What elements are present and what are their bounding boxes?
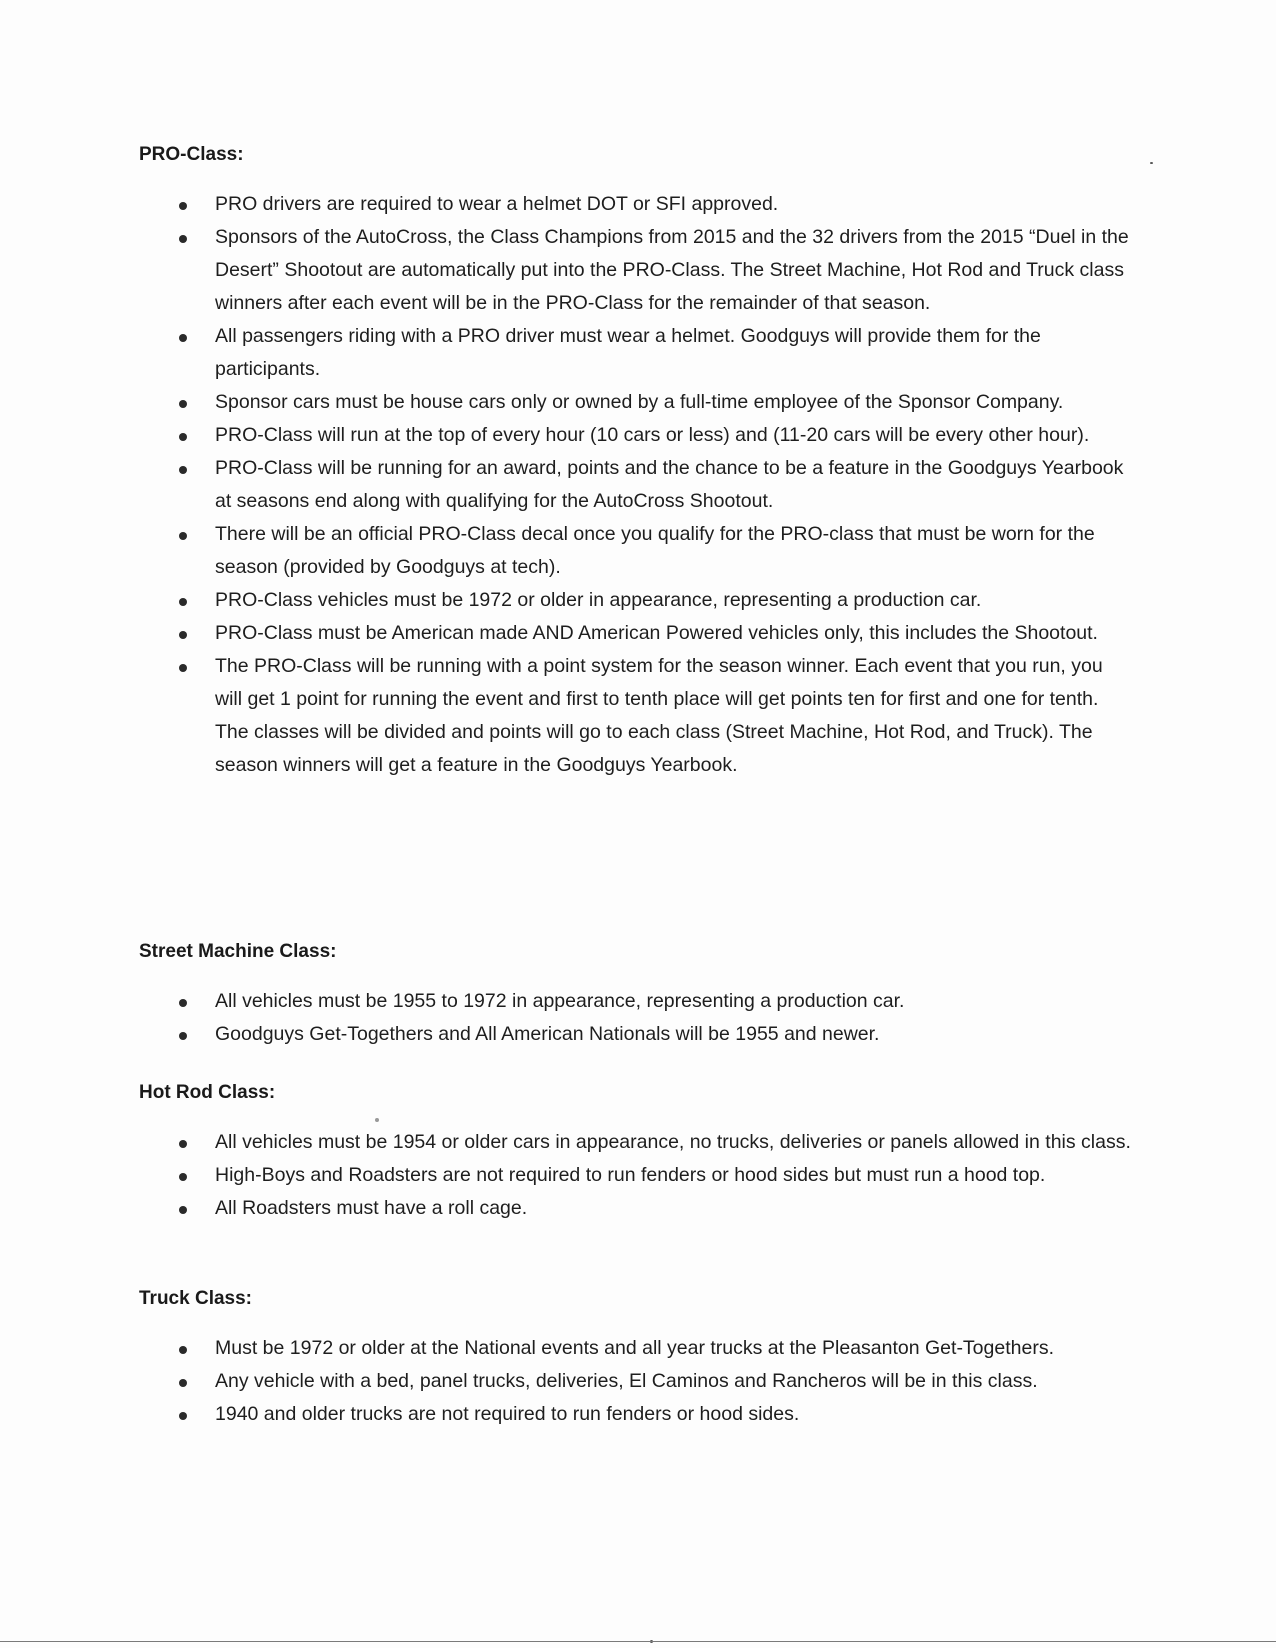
list-item — [139, 617, 1134, 650]
rule-list — [139, 188, 1134, 782]
rule-text: PRO-Class will run at the top of every hour (10 cars or less) and (11-20 cars will be every other hour). — [215, 424, 1090, 446]
rule-text: 1940 and older trucks are not required to run fenders or hood sides. — [215, 1403, 800, 1425]
list-item — [139, 650, 1134, 782]
rule-text: Any vehicle with a bed, panel trucks, deliveries, El Caminos and Rancheros will be in this class. — [215, 1370, 1038, 1392]
list-item — [139, 419, 1134, 452]
rule-text: Must be 1972 or older at the National events and all year trucks at the Pleasanton Get-Togethers. — [215, 1337, 1054, 1359]
bullet-icon — [179, 631, 187, 639]
bullet-icon — [179, 664, 187, 672]
section-truck-class — [139, 1287, 1139, 1431]
list-item — [139, 518, 1134, 584]
section-hot-rod-class — [139, 1081, 1139, 1225]
list-item — [139, 584, 1134, 617]
section-heading: PRO-Class: — [139, 144, 244, 165]
rule-text: Sponsors of the AutoCross, the Class Champions from 2015 and the 32 drivers from the 2015 “Duel in the Desert” Shootout are automatically put into the PRO-Class. The Street Machine, Hot Rod and Truck class winners after each event will be in the PRO-Class for the remainder of that season. — [215, 226, 1129, 314]
list-item — [139, 1398, 1089, 1431]
bullet-icon — [179, 1206, 187, 1214]
scan-speck — [375, 1118, 379, 1122]
rule-text: High-Boys and Roadsters are not required to run fenders or hood sides but must run a hood top. — [215, 1164, 1046, 1186]
rule-text: All passengers riding with a PRO driver must wear a helmet. Goodguys will provide them for the participants. — [215, 325, 1041, 380]
rule-text: Goodguys Get-Togethers and All American Nationals will be 1955 and newer. — [215, 1023, 880, 1045]
bullet-icon — [179, 1032, 187, 1040]
bullet-icon — [179, 334, 187, 342]
list-item — [139, 1159, 1139, 1192]
rule-text: Sponsor cars must be house cars only or owned by a full-time employee of the Sponsor Company. — [215, 391, 1064, 413]
bullet-icon — [179, 999, 187, 1007]
section-heading: Hot Rod Class: — [139, 1082, 276, 1103]
rule-list — [139, 1332, 1089, 1431]
rule-text: The PRO-Class will be running with a point system for the season winner. Each event that you run, you will get 1 point for running the event and first to tenth place will get points ten for first and one for tenth. The classes will be divided and points will go to each class (Street Machine, Hot Rod, and Truck). The season winners will get a feature in the Goodguys Yearbook. — [215, 655, 1103, 776]
rule-text: PRO-Class vehicles must be 1972 or older in appearance, representing a production car. — [215, 589, 982, 611]
bullet-icon — [179, 235, 187, 243]
bullet-icon — [179, 1140, 187, 1148]
bullet-icon — [179, 1379, 187, 1387]
bullet-icon — [179, 202, 187, 210]
bullet-icon — [179, 1173, 187, 1181]
rule-list — [139, 985, 1139, 1051]
list-item — [139, 1018, 1139, 1051]
section-pro-class — [139, 143, 1139, 782]
list-item — [139, 221, 1134, 320]
section-heading: Street Machine Class: — [139, 941, 337, 962]
section-street-machine-class — [139, 940, 1139, 1051]
bullet-icon — [179, 400, 187, 408]
rule-text: PRO-Class will be running for an award, points and the chance to be a feature in the Goodguys Yearbook at seasons end along with qualifying for the AutoCross Shootout. — [215, 457, 1124, 512]
list-item — [139, 452, 1134, 518]
rule-list — [139, 1126, 1139, 1225]
list-item — [139, 1365, 1089, 1398]
list-item — [139, 188, 1134, 221]
bullet-icon — [179, 433, 187, 441]
rule-text: All Roadsters must have a roll cage. — [215, 1197, 528, 1219]
rule-text: There will be an official PRO-Class decal once you qualify for the PRO-class that must be worn for the season (provided by Goodguys at tech). — [215, 523, 1095, 578]
list-item — [139, 1332, 1089, 1365]
rule-text: All vehicles must be 1955 to 1972 in appearance, representing a production car. — [215, 990, 905, 1012]
bullet-icon — [179, 598, 187, 606]
list-item — [139, 985, 1139, 1018]
bullet-icon — [179, 1412, 187, 1420]
list-item — [139, 1126, 1139, 1159]
rule-text: PRO-Class must be American made AND American Powered vehicles only, this includes the Shootout. — [215, 622, 1098, 644]
rule-text: PRO drivers are required to wear a helmet DOT or SFI approved. — [215, 193, 779, 215]
scan-edge-line — [0, 1641, 1276, 1642]
list-item — [139, 386, 1134, 419]
rule-text: All vehicles must be 1954 or older cars in appearance, no trucks, deliveries or panels allowed in this class. — [215, 1131, 1131, 1153]
section-heading: Truck Class: — [139, 1288, 252, 1309]
bullet-icon — [179, 1346, 187, 1354]
bullet-icon — [179, 466, 187, 474]
list-item — [139, 1192, 1139, 1225]
scan-speck — [1150, 162, 1153, 164]
bullet-icon — [179, 532, 187, 540]
list-item — [139, 320, 1134, 386]
